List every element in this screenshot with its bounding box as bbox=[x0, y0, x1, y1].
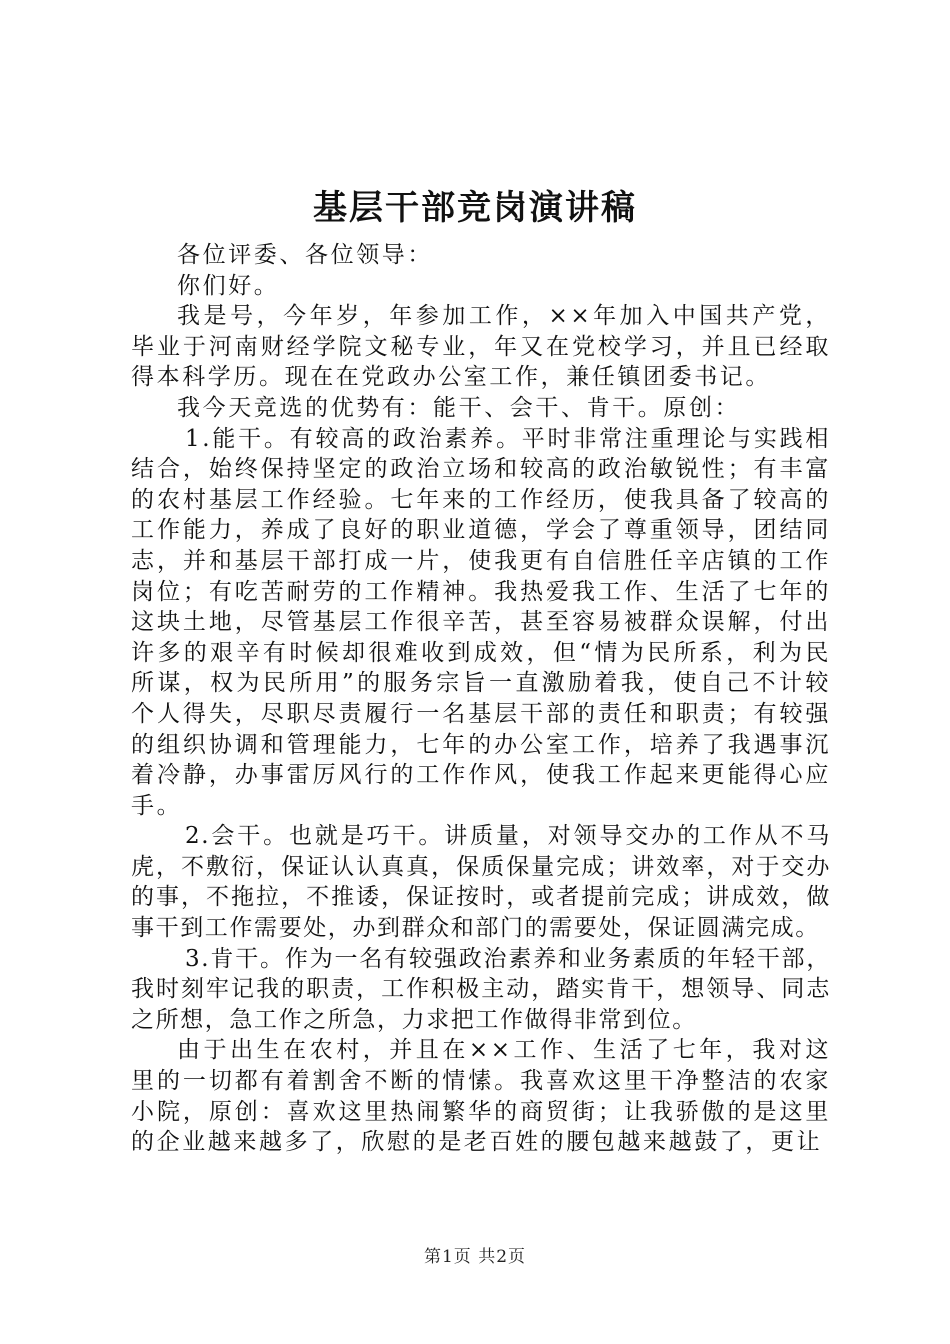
point-one-paragraph: 1.能干。有较高的政治素养。平时非常注重理论与实践相结合，始终保持坚定的政治立场和较高的政治敏锐性；有丰富的农村基层工作经验。七年来的工作经历，使我具备了较高的工作能力，养成了良好的职业道德，学会了尊重领导，团结同志，并和基层干部打成一片，使我更有自信胜任辛店镇的工作岗位；有吃苦耐劳的工作精神。我热爱我工作、生活了七年的这块土地，尽管基层工作很辛苦，甚至容易被群众误解，付出许多的艰辛有时候却很难收到成效，但“情为民所系，利为民所谋，权为民所用”的服务宗旨一直激励着我，使自己不计较个人得失，尽职尽责履行一名基层干部的责任和职责；有较强的组织协调和管理能力，七年的办公室工作，培养了我遇事沉着冷静，办事雷厉风行的工作作风，使我工作起来更能得心应手。 bbox=[131, 425, 831, 819]
page-number-footer: 第1页 共2页 bbox=[423, 1247, 527, 1267]
point-two-paragraph: 2.会干。也就是巧干。讲质量，对领导交办的工作从不马虎，不敷衍，保证认认真真，保质保量完成；讲效率，对于交办的事，不拖拉，不推诿，保证按时，或者提前完成；讲成效，做事干到工作需要处，办到群众和部门的需要处，保证圆满完成。 bbox=[131, 823, 831, 942]
document-title: 基层干部竞岗演讲稿 bbox=[313, 188, 637, 228]
point-three-paragraph: 3.肯干。作为一名有较强政治素养和业务素质的年轻干部，我时刻牢记我的职责，工作积极主动，踏实肯干，想领导、同志之所想，急工作之所急，力求把工作做得非常到位。 bbox=[131, 945, 831, 1033]
greeting-paragraph: 各位评委、各位领导： bbox=[177, 242, 433, 268]
closing-paragraph: 由于出生在农村，并且在××工作、生活了七年，我对这里的一切都有着割舍不断的情愫。我喜欢这里干净整洁的农家小院，原创：喜欢这里热闹繁华的商贸街；让我骄傲的是这里的企业越来越多了，欣慰的是老百姓的腰包越来越鼓了，更让 bbox=[131, 1037, 831, 1156]
introduction-paragraph: 我是号，今年岁，年参加工作，××年加入中国共产党，毕业于河南财经学院文秘专业，年又在党校学习，并且已经取得本科学历。现在在党政办公室工作，兼任镇团委书记。 bbox=[131, 303, 831, 391]
advantages-paragraph: 我今天竞选的优势有：能干、会干、肯干。原创： bbox=[177, 394, 741, 421]
salutation-paragraph: 你们好。 bbox=[177, 272, 280, 299]
document-body bbox=[131, 240, 831, 1158]
